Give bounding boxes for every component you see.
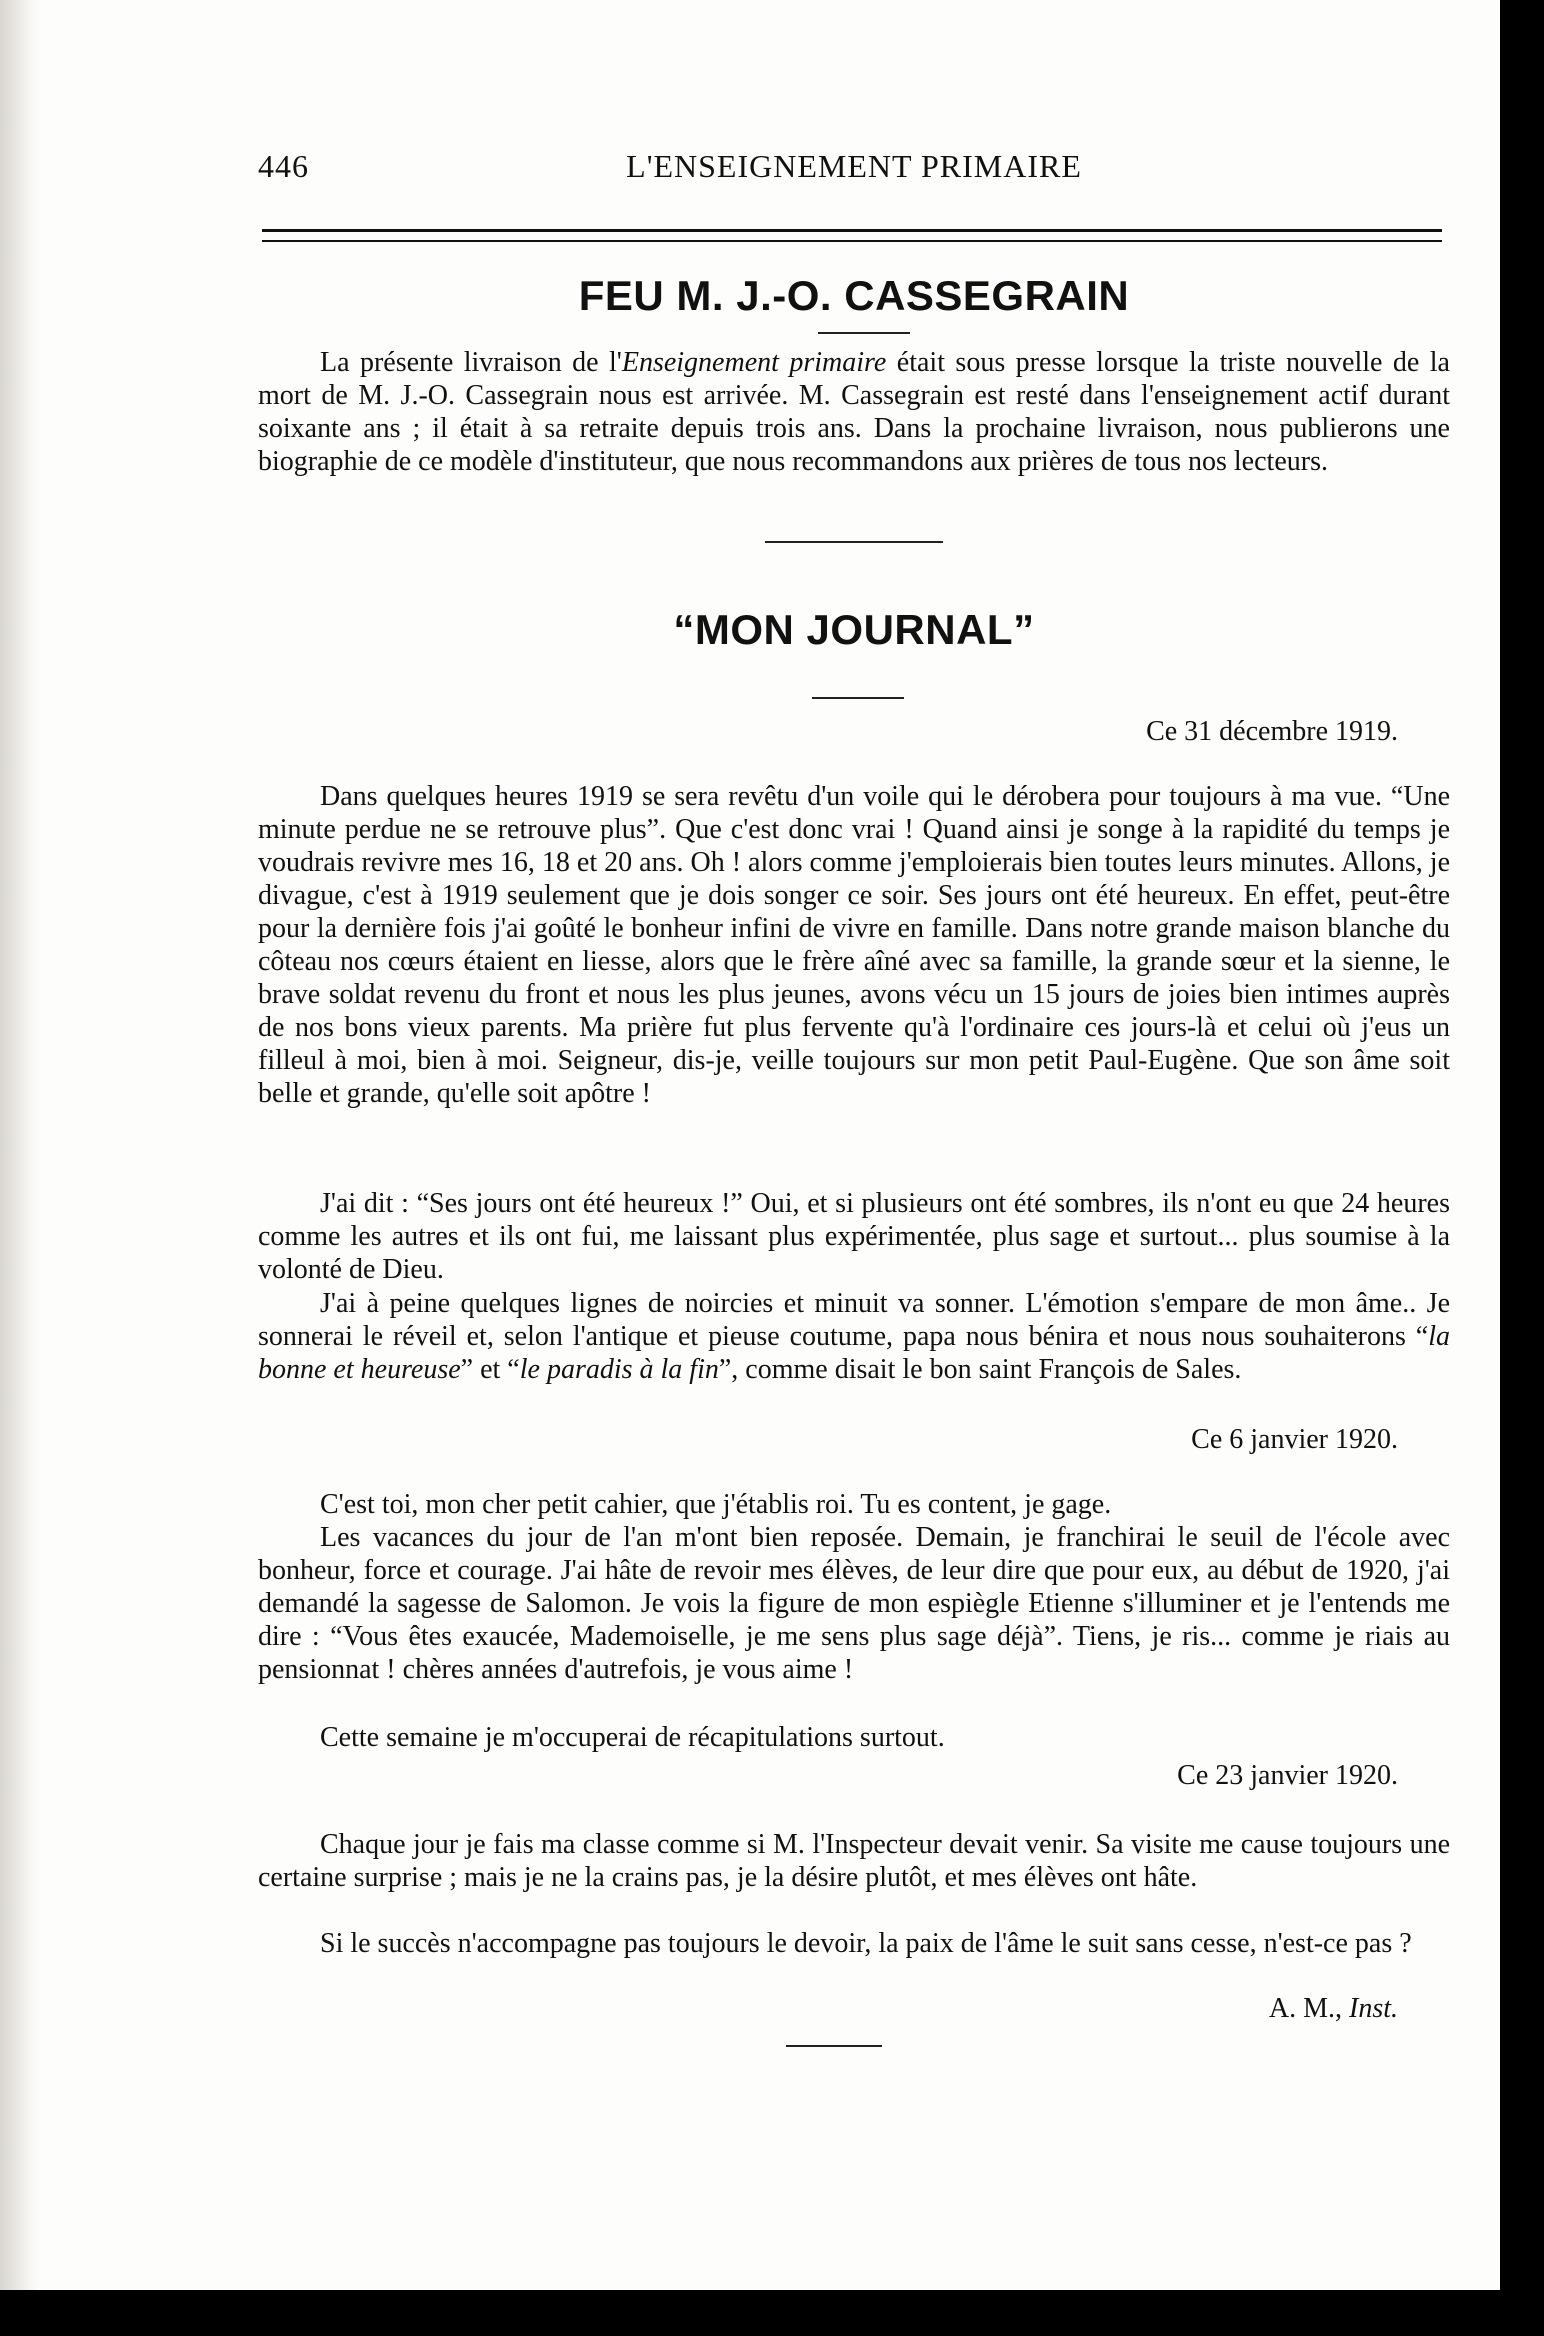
- diary-paragraph: Chaque jour je fais ma classe comme si M. l'Inspecteur devait venir. Sa visite me cause toujours une certaine surprise ; mais je ne la crains pas, je la désire plutôt, et mes élèves ont hâte.: [258, 1829, 1450, 1893]
- article-title-mon-journal: “MON JOURNAL”: [673, 606, 1035, 653]
- journal-title: L'ENSEIGNEMENT PRIMAIRE: [626, 148, 1082, 184]
- diary-paragraph: Si le succès n'accompagne pas toujours le devoir, la paix de l'âme le suit sans cesse, n'est-ce pas ?: [320, 1928, 1412, 1959]
- diary-date: Ce 31 décembre 1919.: [1146, 716, 1398, 747]
- diary-paragraph: J'ai dit : “Ses jours ont été heureux !” Oui, et si plusieurs ont été sombres, ils n'ont eu que 24 heures comme les autres et ils ont fui, me laissant plus expérimentée, plus sage et surtout... plus soumise à la volonté de Dieu.: [258, 1188, 1450, 1285]
- page-number: 446: [258, 148, 309, 184]
- section-separator-rule: [765, 541, 943, 543]
- article-title-cassegrain: FEU M. J.-O. CASSEGRAIN: [578, 272, 1130, 319]
- diary-paragraph: Cette semaine je m'occuperai de récapitulations surtout.: [320, 1722, 945, 1753]
- diary-date: Ce 23 janvier 1920.: [1177, 1760, 1398, 1791]
- running-head: [258, 148, 1450, 198]
- end-rule: [786, 2045, 882, 2047]
- obituary-paragraph: La présente livraison de l'Enseignement primaire était sous presse lorsque la triste nouvelle de la mort de M. J.-O. Cassegrain nous est arrivée. M. Cassegrain est resté dans l'enseignement actif durant soixante ans ; il était à sa retraite depuis trois ans. Dans la prochaine livraison, nous publierons une biographie de ce modèle d'instituteur, que nous recommandons aux prières de tous nos lecteurs.: [258, 347, 1450, 477]
- signature: A. M., Inst.: [1268, 1993, 1398, 2024]
- diary-paragraph: J'ai à peine quelques lignes de noircies et minuit va sonner. L'émotion s'empare de mon âme.. Je sonnerai le réveil et, selon l'antique et pieuse coutume, papa nous bénira et nous nous souhaiterons “la bonne et heureuse” et “le paradis à la fin”, comme disait le bon saint François de Sales.: [258, 1288, 1450, 1385]
- title-underline-rule: [812, 697, 904, 699]
- diary-date: Ce 6 janvier 1920.: [1191, 1424, 1398, 1455]
- diary-paragraph: Les vacances du jour de l'an m'ont bien reposée. Demain, je franchirai le seuil de l'école avec bonheur, force et courage. J'ai hâte de revoir mes élèves, de leur dire que pour eux, au début de 1920, j'ai demandé la sagesse de Salomon. Je vois la figure de mon espiègle Etienne s'illuminer et je l'entends me dire : “Vous êtes exaucée, Mademoiselle, je me sens plus sage déjà”. Tiens, je ris... comme je riais au pensionnat ! chères années d'autrefois, je vous aime !: [258, 1522, 1450, 1685]
- diary-paragraph: Dans quelques heures 1919 se sera revêtu d'un voile qui le dérobera pour toujours à ma vue. “Une minute perdue ne se retrouve plus”. Que c'est donc vrai ! Quand ainsi je songe à la rapidité du temps je voudrais revivre mes 16, 18 et 20 ans. Oh ! alors comme j'emploierais bien toutes leurs minutes. Allons, je divague, c'est à 1919 seulement que je dois songer ce soir. Ses jours ont été heureux. En effet, peut-être pour la dernière fois j'ai goûté le bonheur infini de vivre en famille. Dans notre grande maison blanche du côteau nos cœurs étaient en liesse, alors que le frère aîné avec sa famille, la grande sœur et la sienne, le brave soldat revenu du front et nous les plus jeunes, avons vécu un 15 jours de joies bien intimes auprès de nos bons vieux parents. Ma prière fut plus fervente qu'à l'ordinaire ces jours-là et celui où j'eus un filleul à moi, bien à moi. Seigneur, dis-je, veille toujours sur mon petit Paul-Eugène. Que son âme soit belle et grande, qu'elle soit apôtre !: [258, 781, 1450, 1109]
- header-double-rule: [262, 229, 1442, 242]
- title-underline-rule: [818, 332, 910, 334]
- diary-paragraph: C'est toi, mon cher petit cahier, que j'établis roi. Tu es content, je gage.: [320, 1489, 1112, 1520]
- binding-shadow: [0, 0, 40, 2290]
